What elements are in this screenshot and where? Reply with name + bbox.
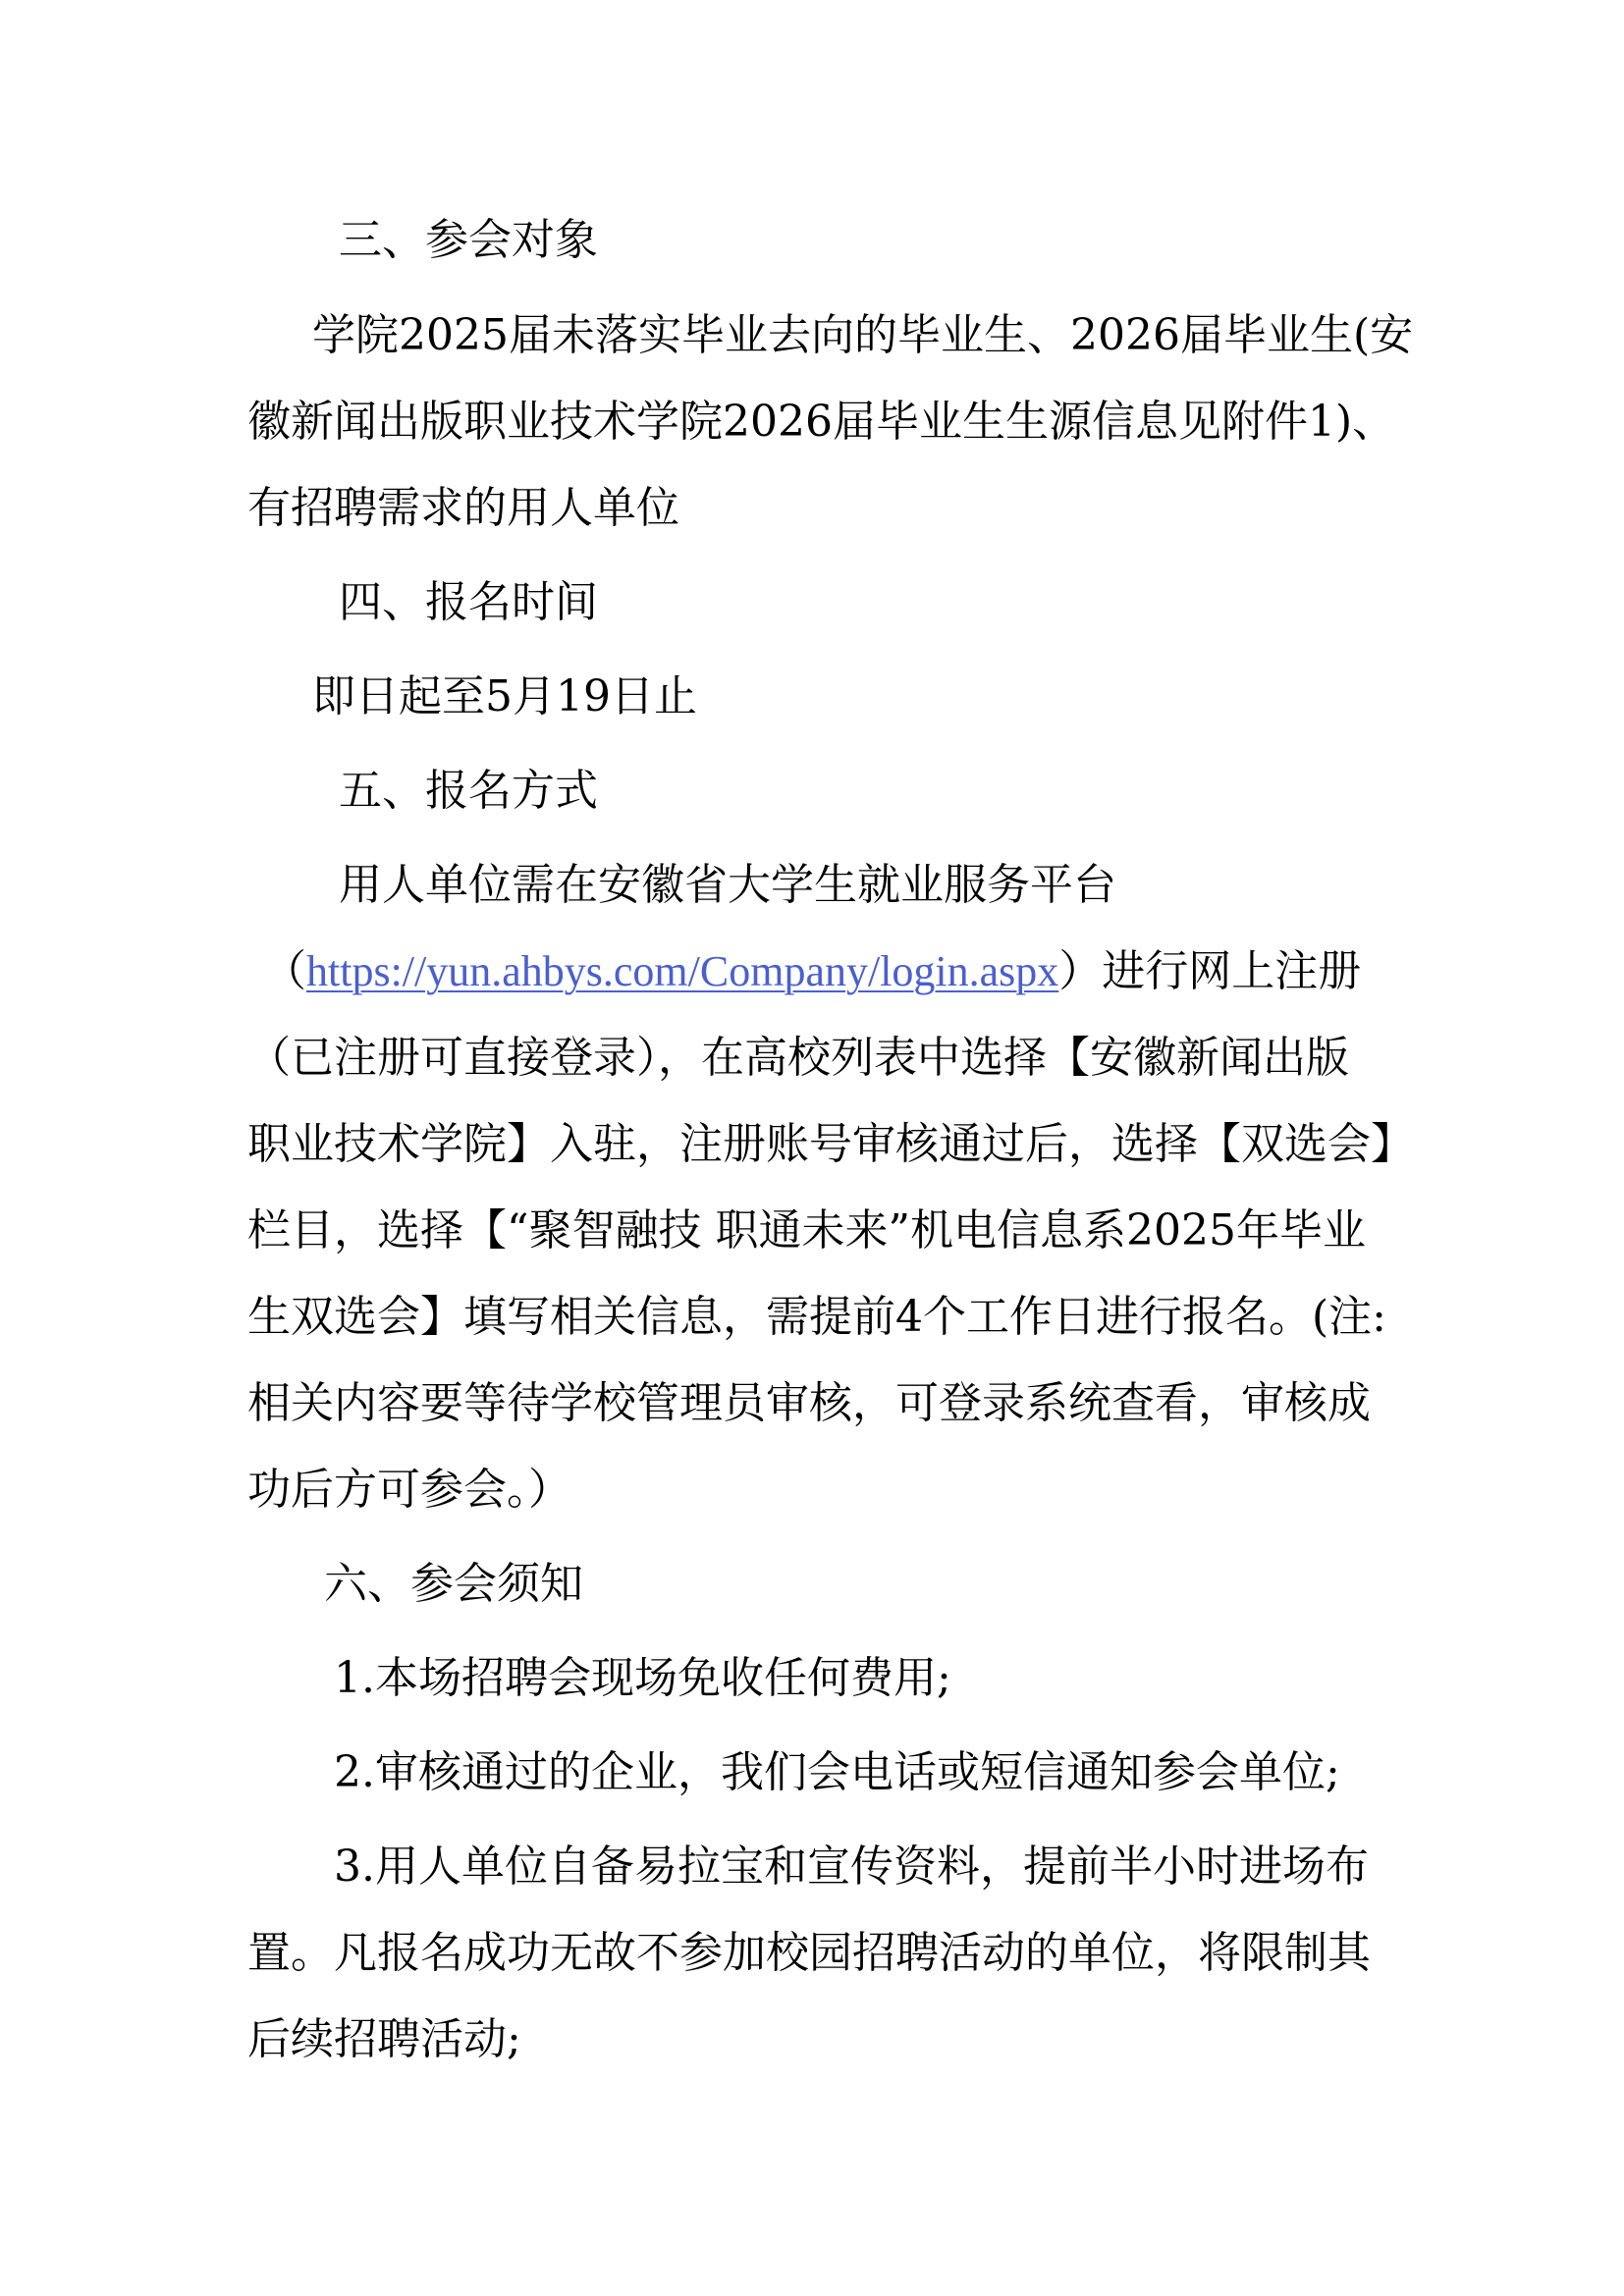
registration-platform-link[interactable]: https://yun.ahbys.com/Company/login.aspx [306, 947, 1059, 995]
bracket-close-text: ）进行网上注册 [1058, 946, 1362, 996]
list-item: 2.审核通过的企业，我们会电话或短信通知参会单位; [334, 1747, 1340, 1797]
paragraph-line-with-link [263, 942, 1361, 1001]
list-item-continuation: 后续招聘活动; [247, 2014, 521, 2064]
paragraph-line: 相关内容要等待学校管理员审核，可登录系统查看，审核成 [247, 1378, 1371, 1428]
list-item: 3.用人单位自备易拉宝和宣传资料，提前半小时进场布 [334, 1842, 1369, 1892]
section-heading-participants: 三、参会对象 [339, 215, 598, 265]
paragraph-line: 职业技术学院】入驻，注册账号审核通过后，选择【双选会】 [247, 1119, 1414, 1169]
paragraph-line: 生双选会】填写相关信息，需提前4个工作日进行报名。(注: [247, 1292, 1386, 1342]
section-heading-notes: 六、参会须知 [324, 1559, 583, 1609]
paragraph-line: 即日起至5月19日止 [312, 671, 697, 721]
paragraph-line: 学院2025届未落实毕业去向的毕业生、2026届毕业生(安 [312, 310, 1414, 360]
bracket-open: （ [263, 946, 306, 996]
section-heading-registration-time: 四、报名时间 [339, 577, 598, 627]
paragraph-line: 用人单位需在安徽省大学生就业服务平台 [339, 860, 1116, 910]
paragraph-line: 功后方可参会。） [247, 1465, 571, 1515]
section-heading-registration-method: 五、报名方式 [339, 766, 598, 816]
paragraph-line: 栏目，选择【“聚智融技 职通未来”机电信息系2025年毕业 [247, 1205, 1366, 1255]
paragraph-line: 徽新闻出版职业技术学院2026届毕业生生源信息见附件1)、 [247, 397, 1396, 447]
list-item-continuation: 置。凡报名成功无故不参加校园招聘活动的单位，将限制其 [247, 1928, 1371, 1978]
list-item: 1.本场招聘会现场免收任何费用; [334, 1653, 951, 1703]
paragraph-line: 有招聘需求的用人单位 [247, 483, 679, 533]
paragraph-line: （已注册可直接登录），在高校列表中选择【安徽新闻出版 [247, 1033, 1349, 1083]
